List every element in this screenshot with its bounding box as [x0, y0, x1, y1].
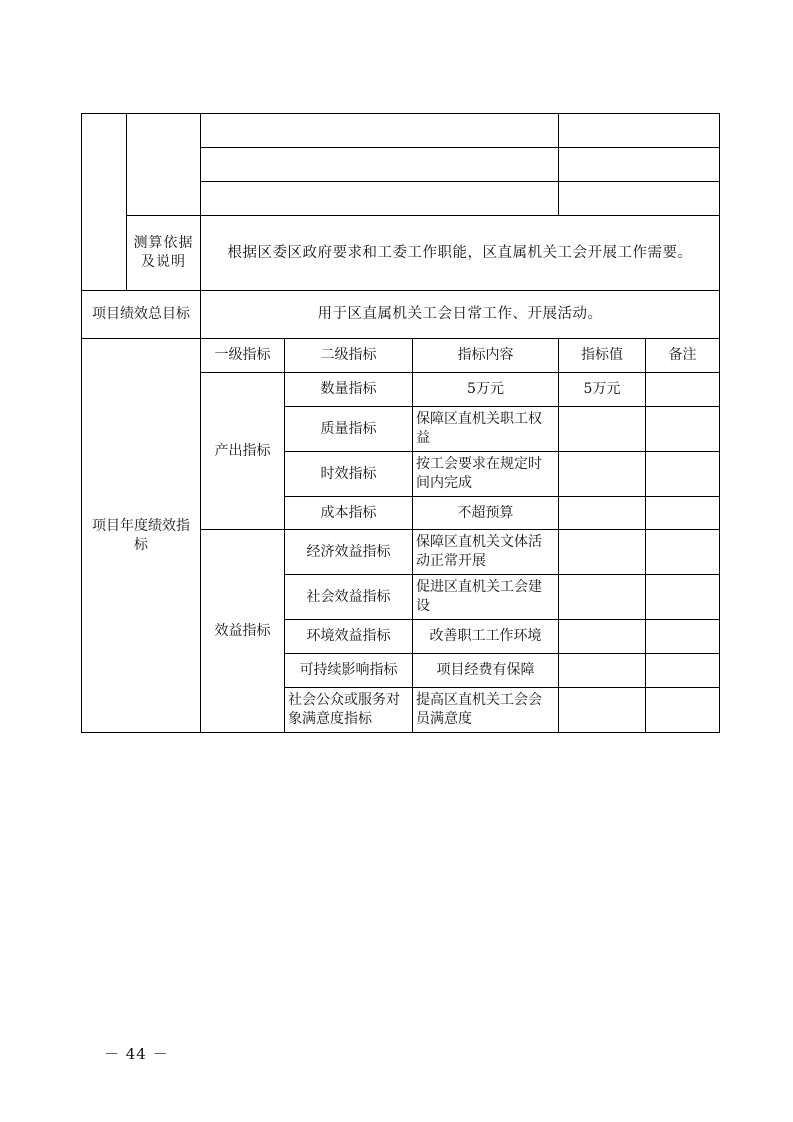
content-cell: 改善职工工作环境 [413, 620, 559, 654]
content-cell: 促进区直机关工会建设 [413, 575, 559, 620]
header-cell: 一级指标 [201, 339, 285, 373]
continued-cell [127, 114, 201, 216]
empty-cell [201, 114, 559, 148]
group-label: 产出指标 [201, 373, 285, 530]
value-cell [559, 497, 646, 530]
note-cell [646, 620, 720, 654]
header-cell: 备注 [646, 339, 720, 373]
content-cell: 提高区直机关工会会员满意度 [413, 688, 559, 733]
level2-cell: 数量指标 [285, 373, 413, 407]
header-cell: 指标内容 [413, 339, 559, 373]
empty-cell [559, 182, 720, 216]
continued-cell [82, 114, 127, 291]
note-cell [646, 407, 720, 452]
note-cell [646, 373, 720, 407]
content-cell: 不超预算 [413, 497, 559, 530]
page-number: － 44 － [104, 1045, 169, 1063]
note-cell [646, 575, 720, 620]
value-cell [559, 452, 646, 497]
level2-cell: 环境效益指标 [285, 620, 413, 654]
overall-goal-text: 用于区直属机关工会日常工作、开展活动。 [201, 291, 720, 339]
note-cell [646, 452, 720, 497]
content-cell: 保障区直机关职工权益 [413, 407, 559, 452]
empty-cell [201, 148, 559, 182]
header-cell: 指标值 [559, 339, 646, 373]
group-label: 效益指标 [201, 530, 285, 733]
content-cell: 按工会要求在规定时间内完成 [413, 452, 559, 497]
level2-cell: 质量指标 [285, 407, 413, 452]
level2-cell: 经济效益指标 [285, 530, 413, 575]
value-cell [559, 654, 646, 688]
header-row [82, 339, 720, 373]
content-cell: 项目经费有保障 [413, 654, 559, 688]
value-cell [559, 688, 646, 733]
empty-cell [201, 182, 559, 216]
level2-cell: 成本指标 [285, 497, 413, 530]
note-cell [646, 654, 720, 688]
value-cell [559, 575, 646, 620]
value-cell [559, 407, 646, 452]
level2-cell: 社会公众或服务对象满意度指标 [285, 688, 413, 733]
performance-table [81, 113, 720, 733]
header-cell: 二级指标 [285, 339, 413, 373]
table-row [82, 216, 720, 291]
table-row [82, 114, 720, 148]
table-row [82, 291, 720, 339]
value-cell [559, 620, 646, 654]
note-cell [646, 688, 720, 733]
content-cell: 5万元 [413, 373, 559, 407]
empty-cell [559, 114, 720, 148]
budget-basis-text: 根据区委区政府要求和工委工作职能，区直属机关工会开展工作需要。 [201, 216, 720, 291]
level2-cell: 时效指标 [285, 452, 413, 497]
level2-cell: 社会效益指标 [285, 575, 413, 620]
overall-goal-label: 项目绩效总目标 [82, 291, 201, 339]
empty-cell [559, 148, 720, 182]
annual-indicators-label: 项目年度绩效指标 [82, 339, 201, 733]
content-cell: 保障区直机关文体活动正常开展 [413, 530, 559, 575]
value-cell: 5万元 [559, 373, 646, 407]
budget-basis-label: 测算依据及说明 [127, 216, 201, 291]
note-cell [646, 530, 720, 575]
level2-cell: 可持续影响指标 [285, 654, 413, 688]
value-cell [559, 530, 646, 575]
note-cell [646, 497, 720, 530]
